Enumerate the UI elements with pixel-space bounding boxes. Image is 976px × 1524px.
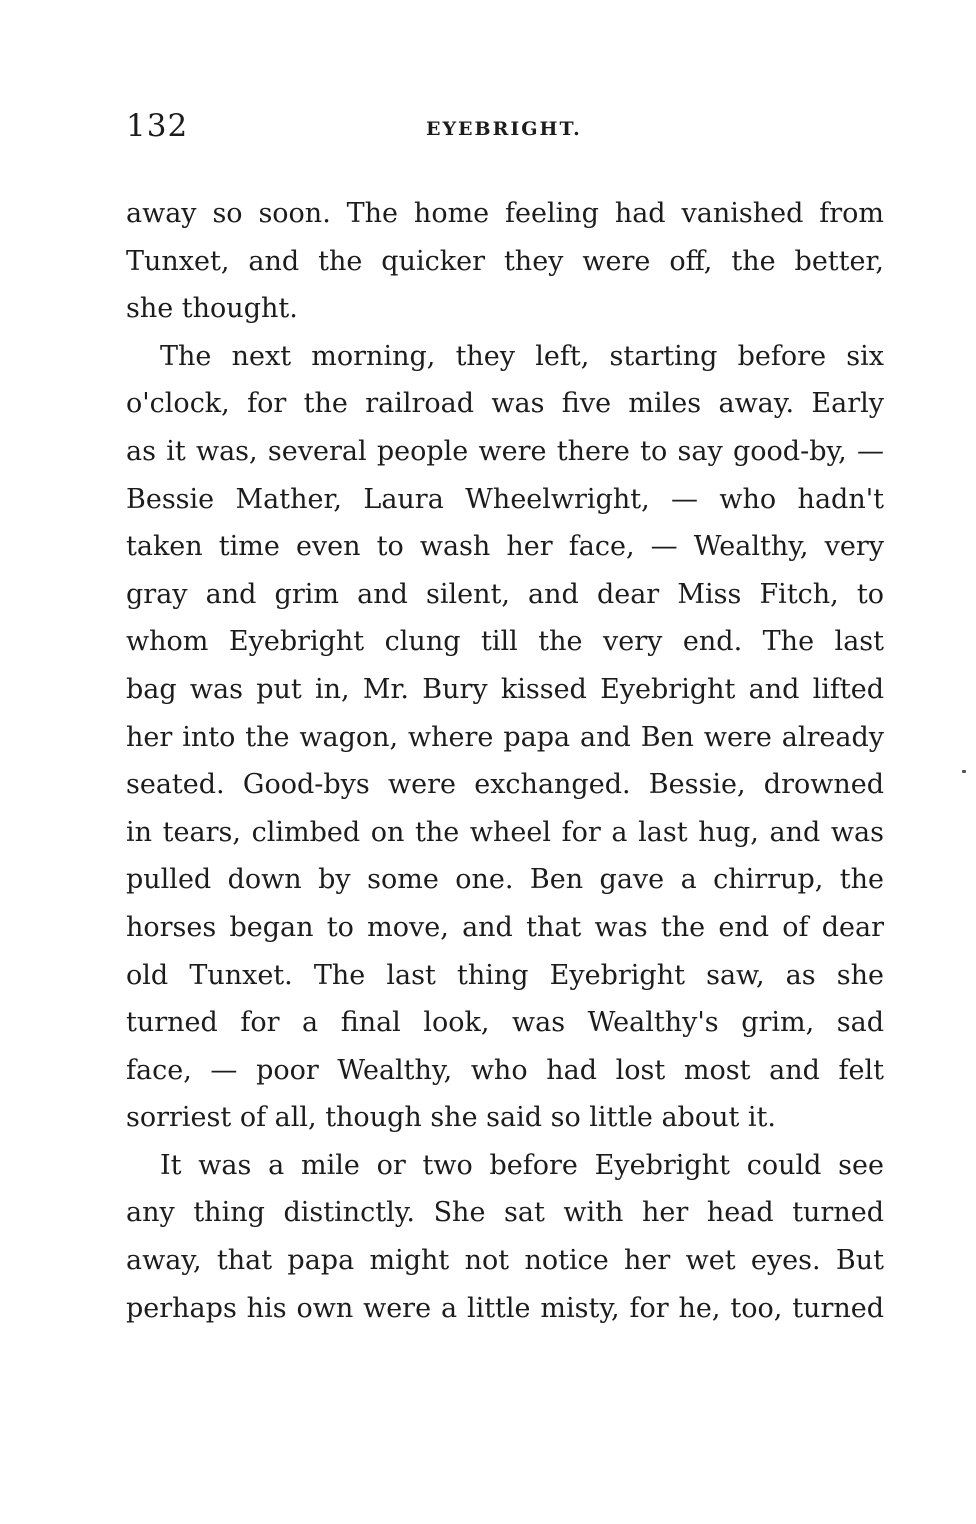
text-line: away so soon. The home feeling had vanished from [126, 198, 884, 229]
text-line: as it was, several people were there to say good-by, — [126, 435, 884, 467]
text-line: her into the wagon, where papa and Ben were already [126, 721, 884, 753]
text-line: bag was put in, Mr. Bury kissed Eyebright and lifted [126, 673, 884, 705]
paragraph [126, 190, 884, 333]
text-line: turned for a final look, was Wealthy's grim, sad [126, 1007, 884, 1039]
text-line: Bessie Mather, Laura Wheelwright, — who hadn't [126, 483, 884, 515]
text-line: sorriest of all, though she said so little about it. [126, 1102, 776, 1134]
text-line: face, — poor Wealthy, who had lost most and felt [126, 1054, 884, 1086]
page-number: 132 [126, 108, 189, 144]
text-line: Tunxet, and the quicker they were off, the better, [126, 245, 884, 277]
text-line: gray and grim and silent, and dear Miss Fitch, to [126, 578, 884, 610]
text-line: away, that papa might not notice her wet eyes. But [126, 1245, 884, 1277]
text-line: she thought. [126, 293, 298, 325]
text-line: The next morning, they left, starting before six [160, 340, 884, 372]
text-line: pulled down by some one. Ben gave a chirrup, the [126, 864, 884, 896]
text-line: perhaps his own were a little misty, for he, too, turned [126, 1292, 884, 1324]
text-line: any thing distinctly. She sat with her head turned [126, 1197, 884, 1229]
running-head [126, 108, 886, 148]
text-line: old Tunxet. The last thing Eyebright saw, as she [126, 959, 884, 991]
paragraph [126, 1142, 884, 1332]
text-line: in tears, climbed on the wheel for a last hug, and was [126, 816, 884, 848]
text-line: whom Eyebright clung till the very end. The last [126, 626, 884, 658]
paragraph [126, 333, 884, 1142]
text-line: seated. Good-bys were exchanged. Bessie, drowned [126, 769, 884, 801]
running-title: EYEBRIGHT. [426, 118, 582, 140]
text-line: taken time even to wash her face, — Wealthy, very [126, 531, 884, 563]
text-line: It was a mile or two before Eyebright could see [160, 1149, 884, 1181]
scan-speck [962, 770, 966, 773]
text-line: horses began to move, and that was the end of dear [126, 911, 884, 943]
text-line: o'clock, for the railroad was five miles away. Early [126, 388, 884, 420]
body-text [126, 190, 884, 1332]
